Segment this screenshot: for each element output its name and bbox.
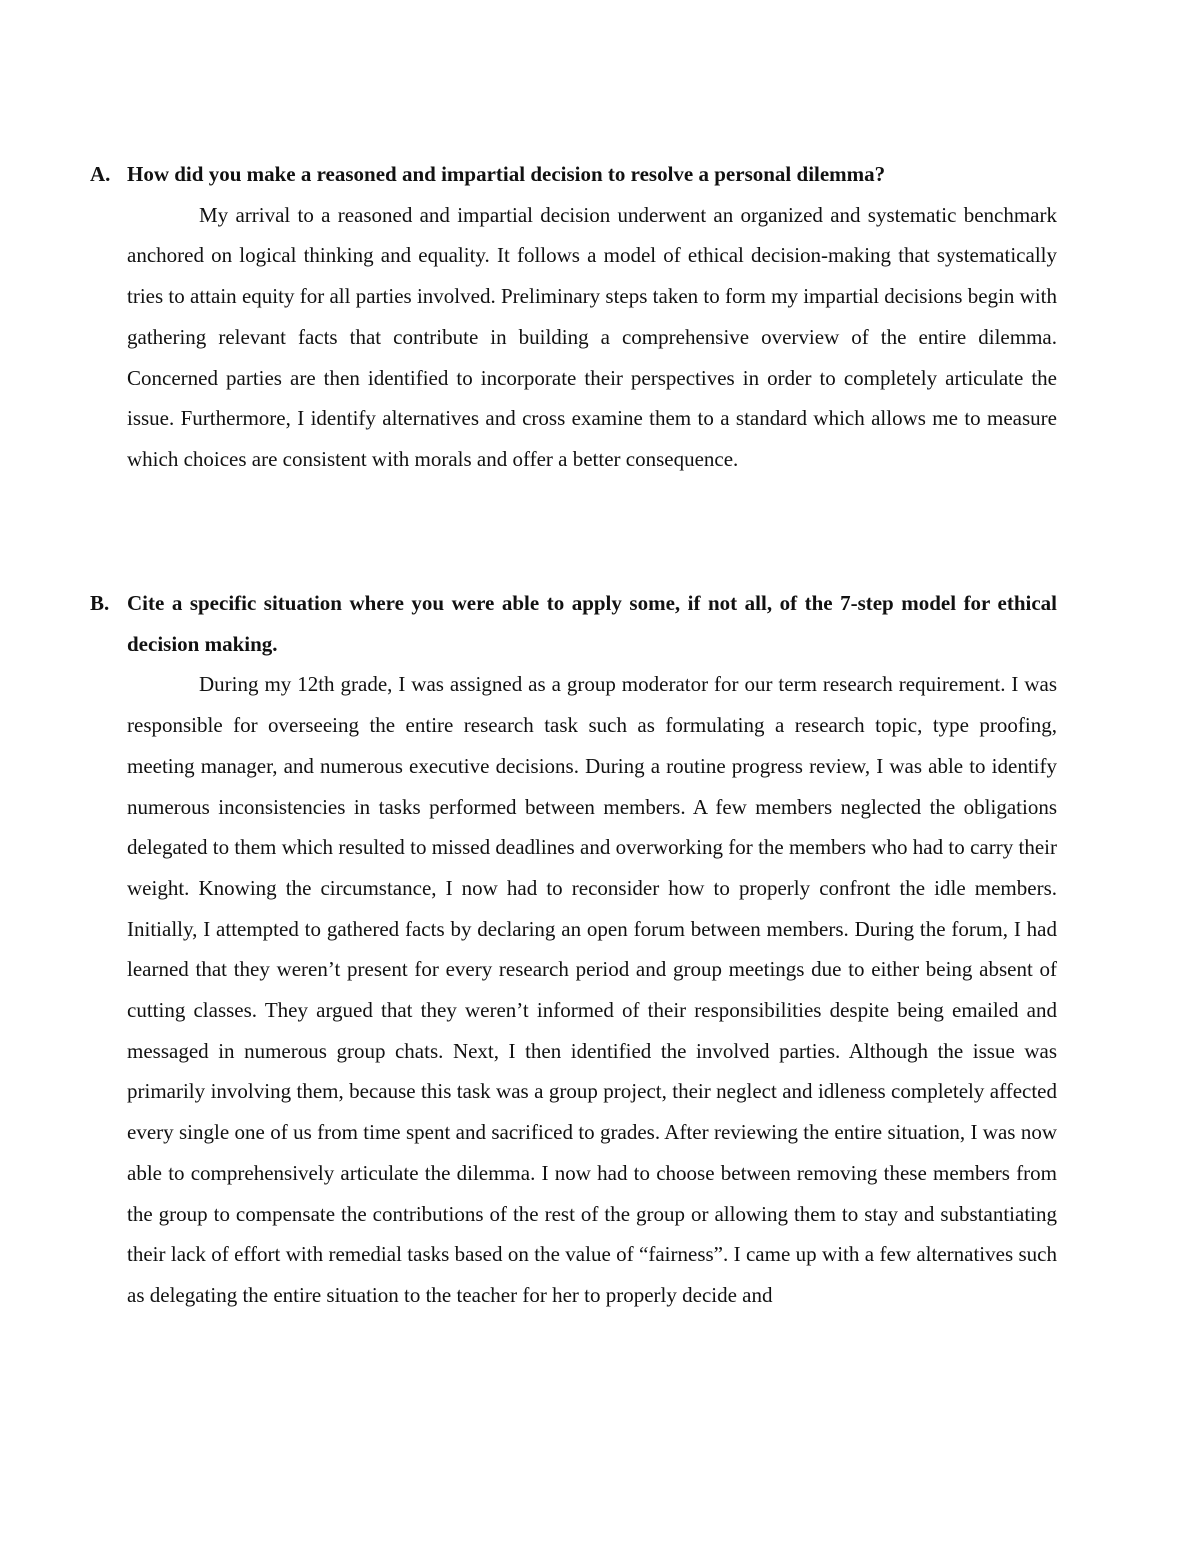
question-b-heading bbox=[90, 583, 1057, 664]
question-a-letter: A. bbox=[90, 162, 111, 186]
question-b-section bbox=[90, 583, 1057, 1316]
question-b-text: Cite a specific situation where you were able to apply some, if not all, of the 7-step model for ethical decision making. bbox=[127, 591, 1057, 656]
question-a-text: How did you make a reasoned and impartial decision to resolve a personal dilemma? bbox=[127, 162, 886, 186]
question-a-section bbox=[90, 154, 1057, 480]
answer-b-paragraph: During my 12th grade, I was assigned as a group moderator for our term research requirement. I was responsible for overseeing the entire research task such as formulating a research topic, type proofing, meeting manager, and numerous executive decisions. During a routine progress review, I was able to identify numerous inconsistencies in tasks performed between members. A few members neglected the obligations delegated to them which resulted to missed deadlines and overworking for the members who had to carry their weight. Knowing the circumstance, I now had to reconsider how to properly confront the idle members. Initially, I attempted to gathered facts by declaring an open forum between members. During the forum, I had learned that they weren’t present for every research period and group meetings due to either being absent of cutting classes. They argued that they weren’t informed of their responsibilities despite being emailed and messaged in numerous group chats. Next, I then identified the involved parties. Although the issue was primarily involving them, because this task was a group project, their neglect and idleness completely affected every single one of us from time spent and sacrificed to grades. After reviewing the entire situation, I was now able to comprehensively articulate the dilemma. I now had to choose between removing these members from the group to compensate the contributions of the rest of the group or allowing them to stay and substantiating their lack of effort with remedial tasks based on the value of “fairness”. I came up with a few alternatives such as delegating the entire situation to the teacher for her to properly decide and bbox=[127, 672, 1057, 1307]
question-b-letter: B. bbox=[90, 591, 110, 615]
answer-a-paragraph: My arrival to a reasoned and impartial decision underwent an organized and systematic benchmark anchored on logical thinking and equality. It follows a model of ethical decision-making that systematically tries to attain equity for all parties involved. Preliminary steps taken to form my impartial decisions begin with gathering relevant facts that contribute in building a comprehensive overview of the entire dilemma. Concerned parties are then identified to incorporate their perspectives in order to completely articulate the issue. Furthermore, I identify alternatives and cross examine them to a standard which allows me to measure which choices are consistent with morals and offer a better consequence. bbox=[127, 202, 1057, 471]
question-a-heading bbox=[90, 154, 1057, 195]
